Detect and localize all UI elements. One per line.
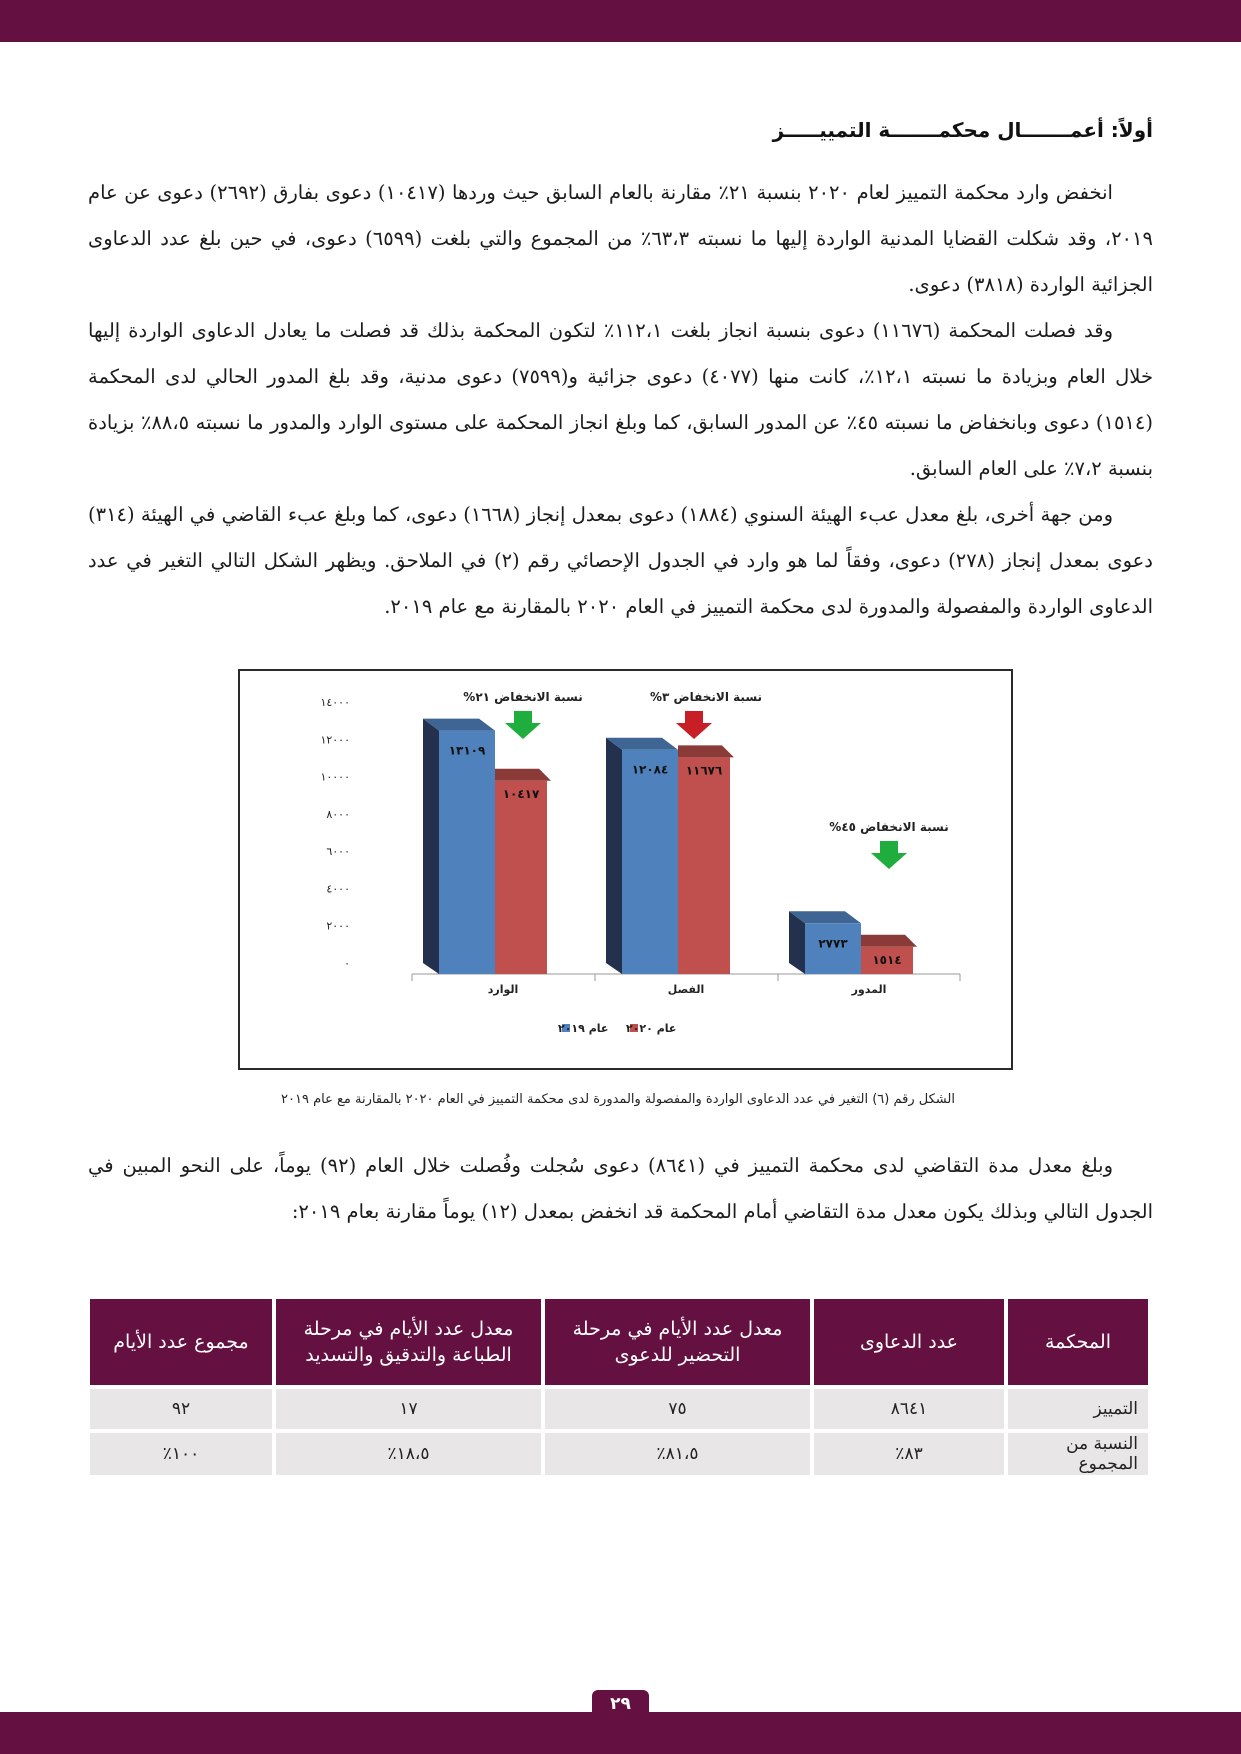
bar-2020 [495, 781, 547, 974]
bar-2019 [622, 750, 678, 974]
header-court: المحكمة [1008, 1299, 1148, 1385]
header-print-days: معدل عدد الأيام في مرحلة الطباعة والتدقيق والتسديد [276, 1299, 541, 1385]
figure-caption: الشكل رقم (٦) التغير في عدد الدعاوى الواردة والمفصولة والمدورة لدى محكمة التمييز في العام ٢٠٢٠ بالمقارنة مع عام ٢٠١٩ [281, 1092, 955, 1107]
bar-2020 [678, 757, 730, 974]
y-tick-label: ٢٠٠٠ [326, 919, 350, 933]
bar-2019 [439, 731, 495, 974]
cell-prep-days: ٨١،٥٪ [545, 1433, 810, 1475]
bar-2020-label: ١١٦٧٦ [685, 763, 723, 778]
table-row [90, 1433, 1148, 1475]
y-tick-label: ٨٠٠٠ [326, 807, 350, 821]
bar-chart [238, 669, 1013, 1070]
category-label: الوارد [487, 983, 519, 996]
bar-2020-top [495, 769, 551, 781]
cell-cases: ٨٦٤١ [814, 1389, 1004, 1429]
header-total-days: مجموع عدد الأيام [90, 1299, 272, 1385]
paragraph-2: وقد فصلت المحكمة (١١٦٧٦) دعوى بنسبة انجاز بلغت ١١٢،١٪ لتكون المحكمة بذلك قد فصلت ما يعادل الدعاوى الواردة إليها خلال العام وبزيادة ما نسبته ١٢،١٪، كانت منها (٤٠٧٧) دعوى جزائية و(٧٥٩٩) دعوى مدنية، وقد بلغ المدور الحالي لدى المحكمة (١٥١٤) دعوى وبانخفاض ما نسبته ٤٥٪ عن المدور السابق، كما وبلغ انجاز المحكمة على مستوى الوارد والمدور ما نسبته ٨٨،٥٪ بزيادة بنسبة ٧،٢٪ على العام السابق. [88, 319, 1153, 480]
paragraph-4: وبلغ معدل مدة التقاضي لدى محكمة التمييز في (٨٦٤١) دعوى سُجلت وفُصلت خلال العام (٩٢) يوماً، على النحو المبين في الجدول التالي وبذلك يكون معدل مدة التقاضي أمام المحكمة قد انخفض بمعدل (١٢) يوماً مقارنة بعام ٢٠١٩: [88, 1154, 1153, 1223]
cell-cases: ٨٣٪ [814, 1433, 1004, 1475]
cell-prep-days: ٧٥ [545, 1389, 810, 1429]
paragraph-3: ومن جهة أخرى، بلغ معدل عبء الهيئة السنوي (١٨٨٤) دعوى بمعدل إنجاز (١٦٦٨) دعوى، كما وبلغ عبء القاضي في الهيئة (٣١٤) دعوى بمعدل إنجاز (٢٧٨) دعوى، وفقاً لما هو وارد في الجدول الإحصائي رقم (٢) في الملاحق. ويظهر الشكل التالي التغير في عدد الدعاوى الواردة والمفصولة والمدورة لدى محكمة التمييز في العام ٢٠٢٠ بالمقارنة مع عام ٢٠١٩. [88, 503, 1153, 618]
y-tick-label: ١٢٠٠٠ [320, 733, 350, 747]
bar-2019-label: ١٣١٠٩ [448, 743, 486, 758]
page-number: ٢٩ [592, 1690, 649, 1720]
table-row [90, 1389, 1148, 1429]
reduction-annotation: نسبة الانخفاض ٣% [649, 690, 763, 704]
bar-2020-top [861, 935, 917, 947]
top-band [0, 0, 1241, 42]
cell-court: النسبة من المجموع [1008, 1433, 1148, 1475]
bar-2019-side [423, 719, 439, 974]
duration-table [86, 1295, 1152, 1479]
down-arrow-icon [505, 711, 541, 739]
reduction-annotation: نسبة الانخفاض ٢١% [463, 690, 583, 704]
section-heading: أولاً: أعمـــــــال محكمـــــــة التمييـــــز [772, 118, 1153, 142]
cell-print-days: ١٧ [276, 1389, 541, 1429]
header-prep-days: معدل عدد الأيام في مرحلة التحضير للدعوى [545, 1299, 810, 1385]
y-tick-label: ١٠٠٠٠ [320, 770, 350, 784]
cell-court: التمييز [1008, 1389, 1148, 1429]
legend-label: عام ٢٠٢٠ [626, 1022, 677, 1035]
y-tick-label: ١٤٠٠٠ [320, 696, 350, 709]
header-cases: عدد الدعاوى [814, 1299, 1004, 1385]
bar-2020-top [678, 745, 734, 757]
category-label: الفصل [667, 983, 705, 996]
cell-print-days: ١٨،٥٪ [276, 1433, 541, 1475]
y-tick-label: ٦٠٠٠ [326, 845, 350, 859]
y-tick-label: ٠ [344, 957, 350, 970]
bar-2020-label: ١٥١٤ [872, 952, 902, 967]
legend-label: عام ٢٠١٩ [558, 1022, 609, 1035]
reduction-annotation: نسبة الانخفاض ٤٥% [829, 820, 949, 834]
down-arrow-icon [871, 841, 907, 869]
bar-2019-label: ١٢٠٨٤ [631, 762, 669, 777]
paragraph-1: انخفض وارد محكمة التمييز لعام ٢٠٢٠ بنسبة ٢١٪ مقارنة بالعام السابق حيث وردها (١٠٤١٧) دعوى بفارق (٢٦٩٢) دعوى عن عام ٢٠١٩، وقد شكلت القضايا المدنية الواردة إليها ما نسبته ٦٣،٣٪ من المجموع والتي بلغت (٦٥٩٩) دعوى، في حين بلغ عدد الدعاوى الجزائية الواردة (٣٨١٨) دعوى. [88, 181, 1153, 296]
bar-2019-label: ٢٧٧٣ [818, 936, 848, 951]
bar-2020-label: ١٠٤١٧ [502, 786, 540, 801]
category-label: المدور [851, 983, 887, 996]
table-header-row [90, 1299, 1148, 1385]
down-arrow-icon [676, 711, 712, 739]
y-tick-label: ٤٠٠٠ [326, 882, 350, 896]
chart-svg [240, 671, 1011, 1068]
cell-total-days: ٩٢ [90, 1389, 272, 1429]
cell-total-days: ١٠٠٪ [90, 1433, 272, 1475]
bar-2019-side [606, 738, 622, 974]
